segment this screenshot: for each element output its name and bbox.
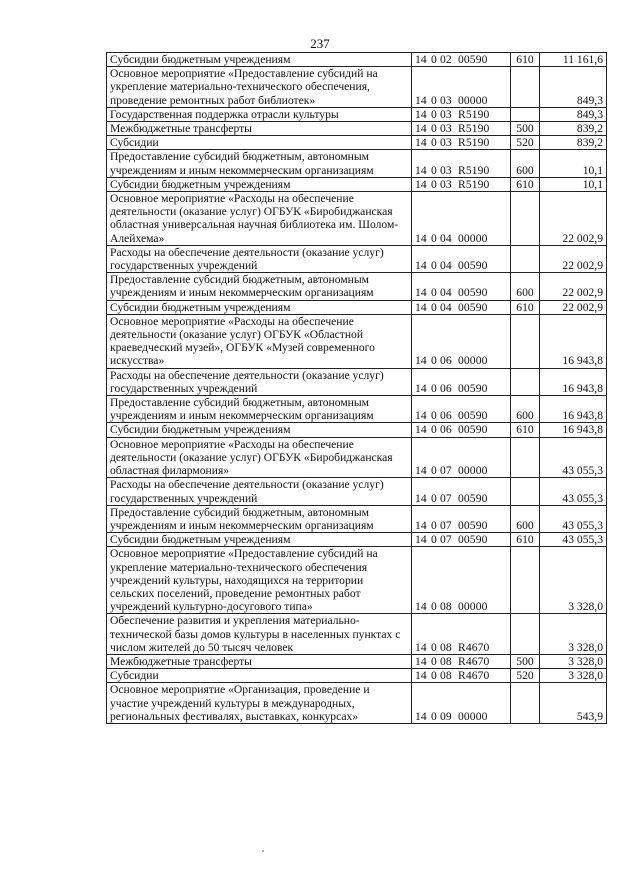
table-row [107,53,607,67]
row-description: Межбюджетные трансферты [107,654,412,668]
code-activity: 03 [440,163,452,177]
row-amount: 839,2 [540,136,607,150]
code-program: 14 [415,122,427,136]
code-subprogram: 0 [431,122,437,136]
code-program: 14 [415,533,427,547]
code-subprogram: 0 [431,600,437,614]
row-description: Расходы на обеспечение деятельности (оказание услуг) государственных учреждений [107,245,412,272]
row-amount: 839,2 [540,122,607,136]
table-row [107,478,607,505]
row-expense-type-code [511,478,540,505]
row-expense-type-code [511,368,540,395]
code-subprogram: 0 [431,231,437,245]
row-target-article-code [412,245,511,272]
row-expense-type-code: 610 [511,300,540,314]
row-target-article-code [412,107,511,121]
row-target-article-code [412,150,511,177]
row-target-article-code [412,122,511,136]
code-subprogram: 0 [431,709,437,723]
row-amount: 3 328,0 [540,669,607,683]
row-target-article-code [412,177,511,191]
code-activity: 02 [440,53,452,66]
code-program: 14 [415,136,427,150]
code-direction: 00000 [458,709,488,723]
code-direction: 00590 [458,286,488,300]
row-expense-type-code [511,192,540,246]
row-expense-type-code: 600 [511,273,540,300]
code-subprogram: 0 [431,669,437,683]
code-direction: R5190 [458,107,490,121]
code-subprogram: 0 [431,654,437,668]
code-activity: 07 [440,518,452,532]
code-direction: 00590 [458,518,488,532]
table-row [107,314,607,368]
row-expense-type-code: 600 [511,396,540,423]
budget-table [106,52,607,724]
code-activity: 03 [440,136,452,150]
code-program: 14 [415,464,427,478]
row-amount: 10,1 [540,177,607,191]
row-amount: 3 328,0 [540,654,607,668]
table-row [107,683,607,724]
row-description: Обеспечение развития и укрепления материально-технической базы домов культуры в населенных пунктах с числом жителей до 50 тысяч человек [107,614,412,655]
code-direction: 00590 [458,53,488,66]
code-program: 14 [415,93,427,107]
code-direction: 00590 [458,409,488,423]
row-amount: 43 055,3 [540,505,607,532]
row-target-article-code [412,192,511,246]
code-program: 14 [415,300,427,314]
row-amount: 10,1 [540,150,607,177]
code-activity: 03 [440,93,452,107]
code-activity: 08 [440,669,452,683]
row-amount: 43 055,3 [540,478,607,505]
table-row [107,654,607,668]
code-subprogram: 0 [431,93,437,107]
row-target-article-code [412,683,511,724]
code-activity: 03 [440,177,452,191]
row-expense-type-code: 520 [511,136,540,150]
code-activity: 04 [440,300,452,314]
code-subprogram: 0 [431,53,437,66]
table-row [107,669,607,683]
row-description: Основное мероприятие «Расходы на обеспечение деятельности (оказание услуг) ОГБУК «Областной краеведческий музей», ОГБУК «Музей современного искусства» [107,314,412,368]
code-direction: 00000 [458,600,488,614]
row-expense-type-code [511,245,540,272]
code-direction: R5190 [458,136,490,150]
code-subprogram: 0 [431,136,437,150]
code-activity: 04 [440,286,452,300]
code-direction: 00590 [458,259,488,273]
code-direction: R5190 [458,163,490,177]
code-direction: 00590 [458,300,488,314]
code-program: 14 [415,491,427,505]
code-direction: 00590 [458,423,488,437]
table-row [107,505,607,532]
row-expense-type-code [511,314,540,368]
code-subprogram: 0 [431,409,437,423]
code-program: 14 [415,381,427,395]
code-subprogram: 0 [431,491,437,505]
row-expense-type-code [511,683,540,724]
row-expense-type-code: 500 [511,122,540,136]
code-direction: 00000 [458,231,488,245]
row-expense-type-code: 500 [511,654,540,668]
table-row [107,547,607,614]
code-subprogram: 0 [431,518,437,532]
code-activity: 07 [440,491,452,505]
row-amount: 16 943,8 [540,423,607,437]
code-program: 14 [415,654,427,668]
table-row [107,300,607,314]
code-subprogram: 0 [431,107,437,121]
row-amount: 3 328,0 [540,614,607,655]
row-description: Субсидии [107,669,412,683]
row-target-article-code [412,654,511,668]
code-subprogram: 0 [431,464,437,478]
code-program: 14 [415,640,427,654]
row-amount: 22 002,9 [540,273,607,300]
code-program: 14 [415,177,427,191]
table-row [107,136,607,150]
row-amount: 22 002,9 [540,192,607,246]
row-description: Расходы на обеспечение деятельности (оказание услуг) государственных учреждений [107,478,412,505]
row-description: Основное мероприятие «Расходы на обеспечение деятельности (оказание услуг) ОГБУК «Биробиджанская областная универсальная научная библиотека им. Шолом-Алейхема» [107,192,412,246]
row-amount: 16 943,8 [540,368,607,395]
code-activity: 09 [440,709,452,723]
row-expense-type-code [511,107,540,121]
code-program: 14 [415,107,427,121]
code-direction: R4670 [458,654,490,668]
row-description: Межбюджетные трансферты [107,122,412,136]
code-program: 14 [415,409,427,423]
row-target-article-code [412,136,511,150]
table-row [107,273,607,300]
code-program: 14 [415,163,427,177]
code-subprogram: 0 [431,177,437,191]
code-activity: 03 [440,122,452,136]
code-program: 14 [415,518,427,532]
table-row [107,67,607,108]
code-direction: 00590 [458,381,488,395]
table-row [107,122,607,136]
code-activity: 07 [440,464,452,478]
row-amount: 11 161,6 [540,53,607,67]
row-amount: 543,9 [540,683,607,724]
row-description: Субсидии бюджетным учреждениям [107,300,412,314]
row-target-article-code [412,368,511,395]
row-expense-type-code: 610 [511,53,540,67]
row-description: Предоставление субсидий бюджетным, автономным учреждениям и иным некоммерческим организациям [107,396,412,423]
row-expense-type-code: 610 [511,177,540,191]
code-direction: 00590 [458,533,488,547]
row-description: Предоставление субсидий бюджетным, автономным учреждениям и иным некоммерческим организациям [107,150,412,177]
code-activity: 04 [440,259,452,273]
row-description: Государственная поддержка отрасли культуры [107,107,412,121]
row-description: Расходы на обеспечение деятельности (оказание услуг) государственных учреждений [107,368,412,395]
code-program: 14 [415,669,427,683]
table-row [107,614,607,655]
code-direction: R4670 [458,640,490,654]
code-activity: 06 [440,409,452,423]
table-row [107,192,607,246]
row-amount: 43 055,3 [540,533,607,547]
table-row [107,150,607,177]
row-target-article-code [412,478,511,505]
code-activity: 04 [440,231,452,245]
code-subprogram: 0 [431,354,437,368]
row-description: Субсидии бюджетным учреждениям [107,533,412,547]
row-amount: 22 002,9 [540,245,607,272]
table-row [107,437,607,478]
code-program: 14 [415,423,427,437]
code-subprogram: 0 [431,286,437,300]
code-direction: R4670 [458,669,490,683]
row-amount: 849,3 [540,67,607,108]
code-direction: 00000 [458,464,488,478]
budget-table-body [107,53,607,724]
code-program: 14 [415,600,427,614]
row-target-article-code [412,53,511,67]
row-expense-type-code: 600 [511,150,540,177]
table-row [107,245,607,272]
table-row [107,177,607,191]
row-target-article-code [412,396,511,423]
code-program: 14 [415,53,427,66]
row-amount: 3 328,0 [540,547,607,614]
code-subprogram: 0 [431,533,437,547]
row-amount: 22 002,9 [540,300,607,314]
table-row [107,423,607,437]
code-activity: 07 [440,533,452,547]
table-row [107,533,607,547]
row-description: Субсидии бюджетным учреждениям [107,53,412,67]
code-subprogram: 0 [431,640,437,654]
table-row [107,107,607,121]
row-target-article-code [412,300,511,314]
row-expense-type-code: 610 [511,533,540,547]
row-expense-type-code: 610 [511,423,540,437]
row-target-article-code [412,505,511,532]
code-activity: 08 [440,600,452,614]
code-direction: 00000 [458,354,488,368]
row-expense-type-code [511,67,540,108]
row-description: Субсидии [107,136,412,150]
row-amount: 43 055,3 [540,437,607,478]
code-direction: 00590 [458,491,488,505]
page-number: 237 [310,36,330,51]
row-amount: 16 943,8 [540,396,607,423]
row-target-article-code [412,314,511,368]
row-description: Основное мероприятие «Предоставление субсидий на укрепление материально-технического обеспечения, проведение ремонтных работ библиотек» [107,67,412,108]
row-target-article-code [412,423,511,437]
row-description: Субсидии бюджетным учреждениям [107,423,412,437]
code-subprogram: 0 [431,381,437,395]
code-subprogram: 0 [431,163,437,177]
row-expense-type-code: 600 [511,505,540,532]
row-description: Основное мероприятие «Расходы на обеспечение деятельности (оказание услуг) ОГБУК «Биробиджанская областная филармония» [107,437,412,478]
row-target-article-code [412,273,511,300]
code-program: 14 [415,709,427,723]
row-amount: 849,3 [540,107,607,121]
row-target-article-code [412,669,511,683]
row-target-article-code [412,547,511,614]
row-target-article-code [412,437,511,478]
row-expense-type-code: 520 [511,669,540,683]
table-row [107,396,607,423]
code-subprogram: 0 [431,259,437,273]
code-activity: 03 [440,107,452,121]
code-program: 14 [415,354,427,368]
code-activity: 06 [440,423,452,437]
row-description: Субсидии бюджетным учреждениям [107,177,412,191]
row-description: Предоставление субсидий бюджетным, автономным учреждениям и иным некоммерческим организациям [107,505,412,532]
code-activity: 06 [440,381,452,395]
row-expense-type-code [511,547,540,614]
row-target-article-code [412,614,511,655]
code-program: 14 [415,231,427,245]
code-subprogram: 0 [431,423,437,437]
row-amount: 16 943,8 [540,314,607,368]
code-program: 14 [415,259,427,273]
code-direction: R5190 [458,122,490,136]
code-activity: 08 [440,654,452,668]
code-subprogram: 0 [431,300,437,314]
row-expense-type-code [511,614,540,655]
code-activity: 08 [440,640,452,654]
code-activity: 06 [440,354,452,368]
code-program: 14 [415,286,427,300]
scan-speck [262,850,264,852]
code-direction: R5190 [458,177,490,191]
row-expense-type-code [511,437,540,478]
row-target-article-code [412,67,511,108]
row-target-article-code [412,533,511,547]
table-row [107,368,607,395]
row-description: Предоставление субсидий бюджетным, автономным учреждениям и иным некоммерческим организациям [107,273,412,300]
code-direction: 00000 [458,93,488,107]
row-description: Основное мероприятие «Предоставление субсидий на укрепление материально-технического обеспечения учреждений культуры, находящихся на территории сельских поселений, проведение ремонтных работ учреждений культурно-досугового типа» [107,547,412,614]
row-description: Основное мероприятие «Организация, проведение и участие учреждений культуры в международных, региональных фестивалях, выставках, конкурсах» [107,683,412,724]
